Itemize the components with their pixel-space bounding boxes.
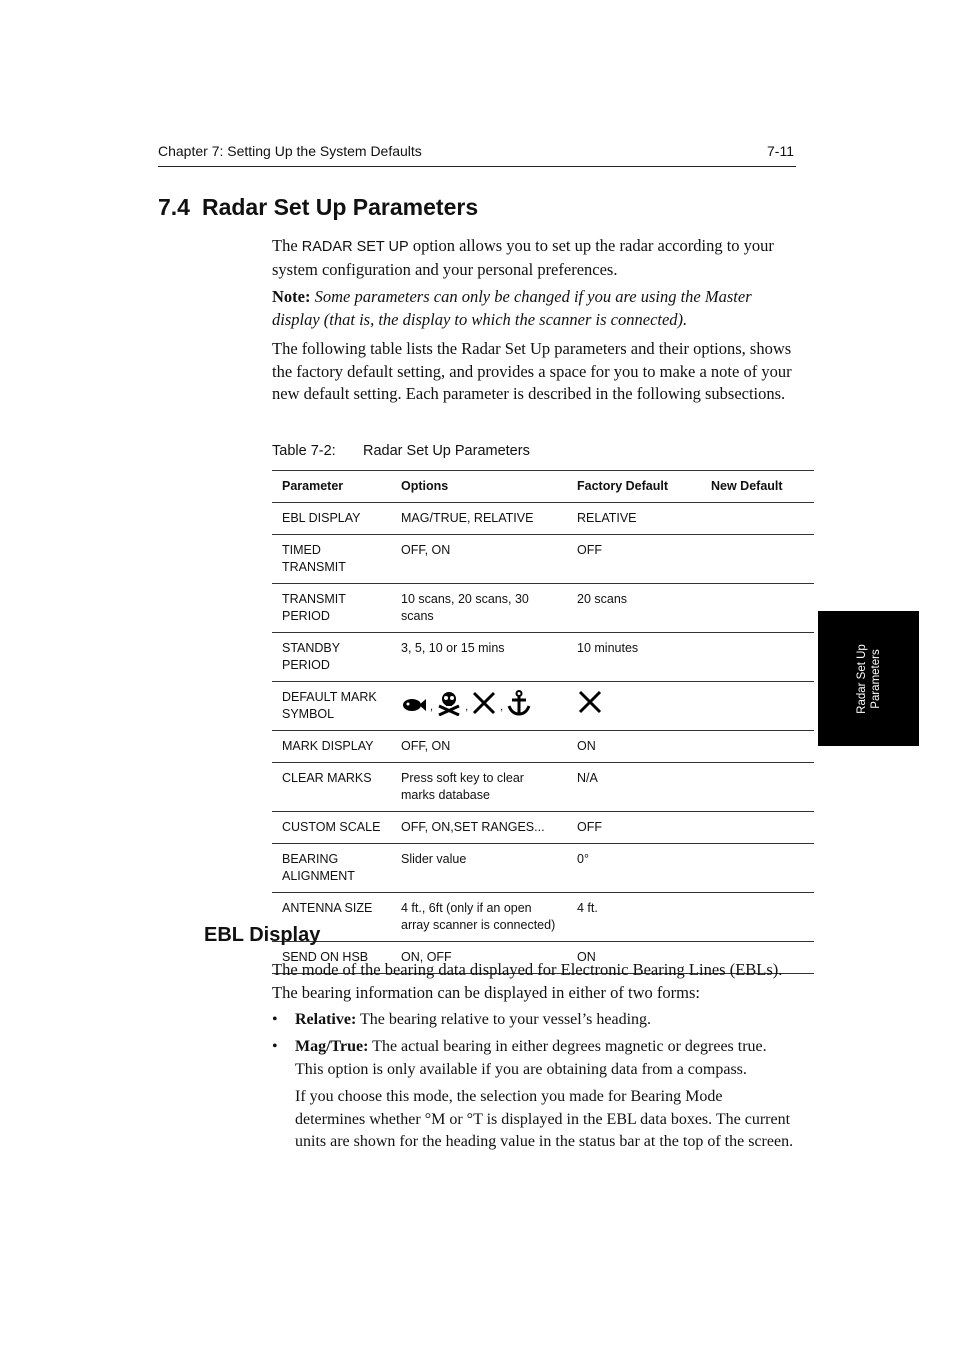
fish-icon bbox=[401, 694, 427, 716]
cell-options-symbols bbox=[391, 682, 567, 731]
cell-param: TIMED TRANSMIT bbox=[272, 535, 391, 584]
cell-param: ANTENNA SIZE bbox=[272, 893, 391, 942]
header-parameter: Parameter bbox=[272, 471, 391, 503]
intro-paragraph bbox=[272, 235, 796, 281]
table-row bbox=[272, 893, 814, 942]
side-tab-line-1: Radar Set Up bbox=[855, 643, 868, 714]
table-row bbox=[272, 763, 814, 812]
page-header bbox=[158, 141, 796, 167]
cell-options: Slider value bbox=[391, 844, 567, 893]
cell-options: OFF, ON,SET RANGES... bbox=[391, 812, 567, 844]
cell-default: OFF bbox=[567, 812, 701, 844]
cell-options: 3, 5, 10 or 15 mins bbox=[391, 633, 567, 682]
symbol-separator: , bbox=[465, 701, 469, 713]
magtrue-text: The actual bearing in either degrees magnetic or degrees true. This option is only available if you are obtaining data from a compass. bbox=[295, 1038, 767, 1078]
intro-pre: The bbox=[272, 236, 302, 255]
cell-default: ON bbox=[567, 942, 701, 974]
bullet-magtrue bbox=[272, 1036, 796, 1081]
table-caption-title: Radar Set Up Parameters bbox=[363, 443, 530, 459]
cell-options: 4 ft., 6ft (only if an open array scanner is connected) bbox=[391, 893, 567, 942]
cell-param: EBL DISPLAY bbox=[272, 503, 391, 535]
table-row bbox=[272, 633, 814, 682]
section-title-text: Radar Set Up Parameters bbox=[201, 194, 479, 220]
bullet-dot: • bbox=[272, 1011, 278, 1028]
page-number: 7-11 bbox=[767, 143, 794, 159]
cell-options: OFF, ON bbox=[391, 731, 567, 763]
magtrue-label: Mag/True: bbox=[295, 1038, 369, 1055]
header-new-default: New Default bbox=[701, 471, 814, 503]
symbol-separator: , bbox=[500, 701, 504, 713]
following-paragraph: The following table lists the Radar Set Up parameters and their options, shows the factory default setting, and provides a space for you to make a note of your new default setting. Each parameter is described in the following subsections. bbox=[272, 339, 792, 403]
bullet-relative bbox=[272, 1009, 796, 1032]
symbol-separator: , bbox=[430, 701, 434, 713]
note-label: Note: bbox=[272, 287, 311, 306]
cell-new bbox=[701, 584, 814, 633]
cell-param: TRANSMIT PERIOD bbox=[272, 584, 391, 633]
table-row bbox=[272, 812, 814, 844]
table-caption bbox=[272, 443, 530, 459]
cell-new bbox=[701, 731, 814, 763]
chapter-title: Chapter 7: Setting Up the System Defaults bbox=[158, 143, 422, 159]
cell-new bbox=[701, 763, 814, 812]
ebl-intro-paragraph: The mode of the bearing data displayed for Electronic Bearing Lines (EBLs). The bearing information can be displayed in either of two forms: bbox=[272, 960, 783, 1002]
note-text: Some parameters can only be changed if you are using the Master display (that is, the display to which the scanner is connected). bbox=[272, 287, 752, 329]
cell-default: 4 ft. bbox=[567, 893, 701, 942]
cell-new bbox=[701, 812, 814, 844]
chapter-side-tab bbox=[818, 611, 919, 746]
cell-options: 10 scans, 20 scans, 30 scans bbox=[391, 584, 567, 633]
cell-default: RELATIVE bbox=[567, 503, 701, 535]
magtrue-detail bbox=[272, 1086, 796, 1154]
cell-param: MARK DISPLAY bbox=[272, 731, 391, 763]
anchor-icon bbox=[506, 690, 532, 716]
cell-new bbox=[701, 535, 814, 584]
note-paragraph bbox=[272, 286, 796, 331]
table-row bbox=[272, 731, 814, 763]
table-row bbox=[272, 535, 814, 584]
header-options: Options bbox=[391, 471, 567, 503]
cell-options: ON, OFF bbox=[391, 942, 567, 974]
bullet-dot: • bbox=[272, 1038, 278, 1055]
table-row bbox=[272, 844, 814, 893]
cell-param: SEND ON HSB bbox=[272, 942, 391, 974]
table-header-row bbox=[272, 471, 814, 503]
cell-param: CLEAR MARKS bbox=[272, 763, 391, 812]
cell-new bbox=[701, 682, 814, 731]
cell-param: DEFAULT MARK SYMBOL bbox=[272, 682, 391, 731]
cell-default: N/A bbox=[567, 763, 701, 812]
section-number: 7.4 bbox=[158, 194, 190, 220]
cell-new bbox=[701, 503, 814, 535]
cell-new bbox=[701, 633, 814, 682]
table-caption-label: Table 7-2: bbox=[272, 443, 336, 459]
intro-post: option allows you to set up the radar according to your system configuration and your personal preferences. bbox=[272, 236, 774, 279]
cell-param: BEARING ALIGNMENT bbox=[272, 844, 391, 893]
cross-icon bbox=[577, 689, 695, 715]
header-factory-default: Factory Default bbox=[567, 471, 701, 503]
cell-default: 0° bbox=[567, 844, 701, 893]
cell-options: MAG/TRUE, RELATIVE bbox=[391, 503, 567, 535]
table-row bbox=[272, 682, 814, 731]
relative-label: Relative: bbox=[295, 1011, 357, 1028]
side-tab-line-2: Parameters bbox=[869, 648, 882, 709]
cell-default: 10 minutes bbox=[567, 633, 701, 682]
cell-default: 20 scans bbox=[567, 584, 701, 633]
section-title bbox=[158, 194, 478, 221]
cross-icon bbox=[471, 690, 497, 716]
option-name: RADAR SET UP bbox=[301, 239, 409, 255]
table-row bbox=[272, 584, 814, 633]
table-row bbox=[272, 503, 814, 535]
magtrue-detail-text: If you choose this mode, the selection you made for Bearing Mode determines whether °M or °T is displayed in the EBL data boxes. The current units are shown for the heading value in the status bar at the top of the screen. bbox=[295, 1088, 794, 1150]
relative-text: The bearing relative to your vessel’s heading. bbox=[356, 1011, 652, 1028]
cell-default: ON bbox=[567, 731, 701, 763]
cell-options: OFF, ON bbox=[391, 535, 567, 584]
cell-new bbox=[701, 893, 814, 942]
parameters-table bbox=[272, 470, 814, 974]
cell-param: STANDBY PERIOD bbox=[272, 633, 391, 682]
cell-options: Press soft key to clear marks database bbox=[391, 763, 567, 812]
skull-crossbones-icon bbox=[436, 690, 462, 716]
cell-default-symbol bbox=[567, 682, 701, 731]
cell-param: CUSTOM SCALE bbox=[272, 812, 391, 844]
cell-new bbox=[701, 844, 814, 893]
ebl-display-heading: EBL Display bbox=[204, 924, 321, 946]
cell-default: OFF bbox=[567, 535, 701, 584]
